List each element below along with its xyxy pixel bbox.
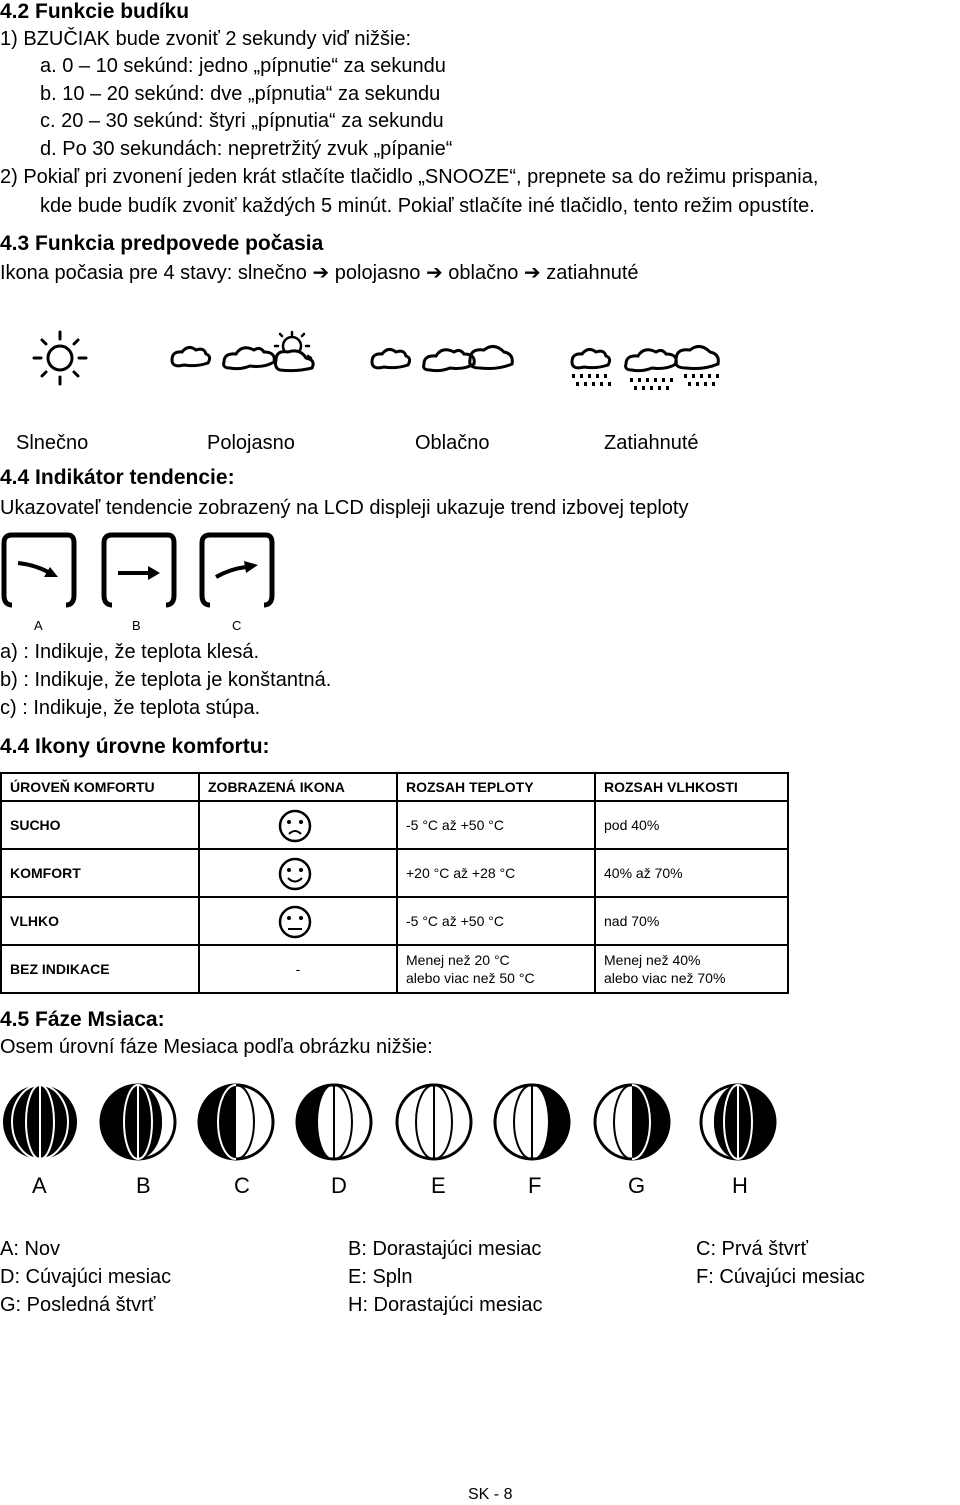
weather-intro: Ikona počasia pre 4 stavy: slnečno ➔ polojasno ➔ oblačno ➔ zatiahnuté [0,262,639,284]
trend-rising-icon [200,533,274,607]
column-header: ROZSAH VLHKOSTI [595,773,788,801]
temperature-range-line: alebo viac než 50 °C [406,970,535,986]
alarm-line-b: b. 10 – 20 sekúnd: dve „pípnutia“ za sekundu [40,83,441,105]
trend-intro: Ukazovateľ tendencie zobrazený na LCD displeji ukazuje trend izbovej teploty [0,497,689,519]
humidity-range: pod 40% [595,801,788,849]
comfort-table [0,772,789,994]
partly-cloudy-icon [168,332,318,382]
humidity-range [595,945,788,993]
weather-label: Polojasno [207,432,295,454]
section-title-weather: 4.3 Funkcia predpovede počasia [0,232,324,255]
moon-letter: H [732,1173,748,1198]
moon-phase-icon [701,1085,775,1159]
comfort-icon-cell [199,801,397,849]
comfort-icon-cell [199,849,397,897]
weather-state: zatiahnuté [546,262,639,284]
trend-letter: B [132,618,141,633]
humidity-range: 40% až 70% [595,849,788,897]
weather-state: slnečno [237,262,307,284]
alarm-line-2: 2) Pokiaľ pri zvonení jeden krát stlačíte tlačidlo „SNOOZE“, prepnete sa do režimu prispania, [0,166,819,188]
moon-letter: A [32,1173,47,1198]
comfort-icon-cell [199,897,397,945]
section-title-moon: 4.5 Fáze Msiaca: [0,1008,165,1031]
page-number: SK - 8 [468,1486,513,1503]
moon-letter: D [331,1173,347,1198]
alarm-line-2b: kde bude budík zvoniť každých 5 minút. Pokiaľ stlačíte iné tlačidlo, tento režim opustíte. [40,195,815,217]
moon-legend-item: H: Dorastajúci mesiac [348,1294,543,1316]
temperature-range: -5 °C až +50 °C [397,897,595,945]
moon-phase-icon [101,1085,175,1159]
alarm-line-1: 1) BZUČIAK bude zvoniť 2 sekundy viď nižšie: [0,28,412,50]
weather-label: Slnečno [16,432,89,454]
moon-legend-item: G: Posledná štvrť [0,1294,156,1316]
moon-phase-icon [199,1085,273,1159]
table-header-row [1,773,788,801]
moon-letter: B [136,1173,151,1198]
moon-letter: G [628,1173,646,1198]
trend-desc-c: c) : Indikuje, že teplota stúpa. [0,697,261,719]
temperature-range [397,945,595,993]
alarm-line-c: c. 20 – 30 sekúnd: štyri „pípnutia“ za sekundu [40,110,444,132]
moon-legend-item: F: Cúvajúci mesiac [696,1266,865,1288]
neutral-face-icon [278,905,312,939]
section-title-trend: 4.4 Indikátor tendencie: [0,466,235,489]
section-title-comfort: 4.4 Ikony úrovne komfortu: [0,735,270,758]
moon-legend-item: A: Nov [0,1238,61,1260]
temperature-range-line: Menej než 20 °C [406,952,510,968]
smile-face-icon [278,857,312,891]
column-header: ÚROVEŇ KOMFORTU [1,773,199,801]
moon-phase-icon [495,1085,569,1159]
comfort-level: VLHKO [1,897,199,945]
moon-phase-icon [397,1085,471,1159]
trend-desc-a: a) : Indikuje, že teplota klesá. [0,641,260,663]
temperature-range: +20 °C až +28 °C [397,849,595,897]
alarm-line-a: a. 0 – 10 sekúnd: jedno „pípnutie“ za sekundu [40,55,446,77]
moon-letter: E [431,1173,446,1198]
arrow-icon: ➔ [312,262,330,284]
trend-falling-icon [2,533,76,607]
trend-letter: A [34,618,43,633]
column-header: ZOBRAZENÁ IKONA [199,773,397,801]
alarm-line-d: d. Po 30 sekundách: nepretržitý zvuk „pípanie“ [40,138,453,160]
moon-phase-icon [3,1085,77,1159]
trend-steady-icon [102,533,176,607]
moon-legend-item: E: Spln [348,1266,413,1288]
moon-phase-icon [595,1085,669,1159]
table-row [1,849,788,897]
moon-phases [0,1080,780,1170]
moon-phase-icon [297,1085,371,1159]
table-row [1,801,788,849]
moon-intro: Osem úrovní fáze Mesiaca podľa obrázku nižšie: [0,1036,433,1058]
weather-label: Zatiahnuté [604,432,699,454]
sun-icon [30,328,90,388]
table-row [1,945,788,993]
weather-state: polojasno [334,262,421,284]
moon-legend-item: B: Dorastajúci mesiac [348,1238,542,1260]
arrow-icon: ➔ [425,262,443,284]
comfort-level: BEZ INDIKACE [1,945,199,993]
comfort-icon-cell: - [199,945,397,993]
weather-label: Oblačno [415,432,490,454]
temperature-range: -5 °C až +50 °C [397,801,595,849]
humidity-range-line: alebo viac než 70% [604,970,726,986]
section-title-alarm: 4.2 Funkcie budíku [0,0,190,23]
trend-desc-b: b) : Indikuje, že teplota je konštantná. [0,669,332,691]
trend-letter: C [232,618,242,633]
table-row [1,897,788,945]
weather-state: oblačno [448,262,519,284]
moon-letter: F [528,1173,542,1198]
moon-legend-item: D: Cúvajúci mesiac [0,1266,172,1288]
arrow-icon: ➔ [523,262,541,284]
moon-legend-item: C: Prvá štvrť [696,1238,808,1260]
cloudy-icon [368,338,518,388]
humidity-range-line: Menej než 40% [604,952,701,968]
moon-letter: C [234,1173,250,1198]
column-header: ROZSAH TEPLOTY [397,773,595,801]
comfort-level: SUCHO [1,801,199,849]
comfort-level: KOMFORT [1,849,199,897]
sad-face-icon [278,809,312,843]
overcast-icon [568,340,728,396]
humidity-range: nad 70% [595,897,788,945]
